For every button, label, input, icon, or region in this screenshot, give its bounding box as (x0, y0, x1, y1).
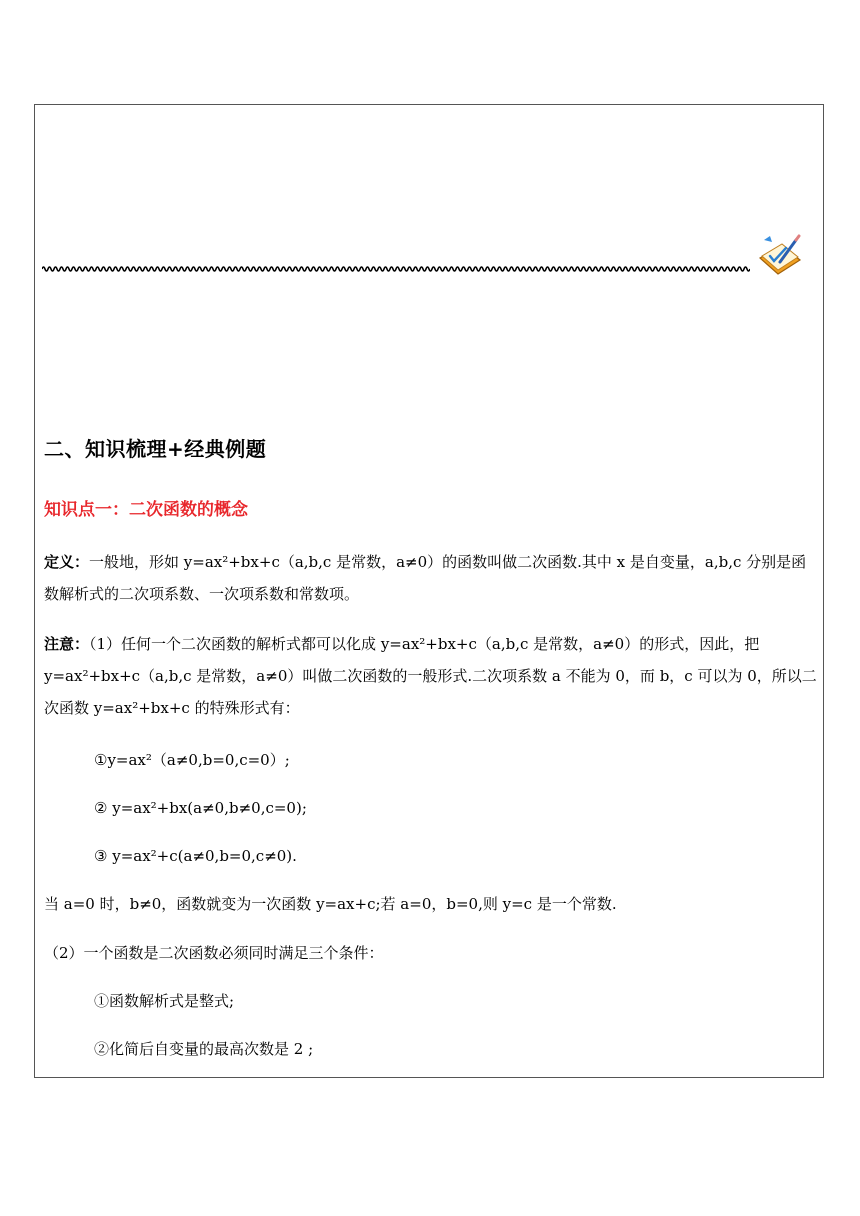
linear-case-text: 当 a=0 时，b≠0，函数就变为一次函数 y=ax+c;若 a=0，b=0,则 y=c 是一个常数. (44, 895, 617, 913)
special-form-1: ①y=ax²（a≠0,b=0,c=0）; (94, 751, 290, 769)
note-label: 注意： (44, 635, 90, 653)
condition-intro: （2）一个函数是二次函数必须同时满足三个条件： (44, 944, 384, 962)
definition-text: 一般地，形如 y=ax²+bx+c（a,b,c 是常数，a≠0）的函数叫做二次函数.其中 x 是自变量，a,b,c 分别是函数解析式的二次项系数、一次项系数和常数项。 (44, 553, 807, 603)
section-heading: 二、知识梳理+经典例题 (44, 437, 267, 461)
special-form-3: ③ y=ax²+c(a≠0,b=0,c≠0). (94, 847, 297, 865)
definition-label: 定义： (44, 553, 90, 571)
pencil-checklist-icon (756, 232, 804, 276)
definition-paragraph (44, 546, 820, 610)
wavy-divider (42, 262, 750, 276)
knowledge-point-title: 知识点一：二次函数的概念 (44, 500, 248, 520)
special-form-2: ② y=ax²+bx(a≠0,b≠0,c=0); (94, 799, 307, 817)
note-paragraph (44, 628, 820, 724)
condition-1: ①函数解析式是整式; (94, 992, 235, 1010)
note-text: （1）任何一个二次函数的解析式都可以化成 y=ax²+bx+c（a,b,c 是常数，a≠0）的形式，因此，把 y=ax²+bx+c（a,b,c 是常数，a≠0）叫做二次函数的一般形式.二次项系数 a 不能为 0，而 b，c 可以为 0，所以二次函数 y=ax²+bx+c 的特殊形式有： (44, 635, 817, 717)
condition-2: ②化简后自变量的最高次数是 2 ; (94, 1040, 314, 1058)
